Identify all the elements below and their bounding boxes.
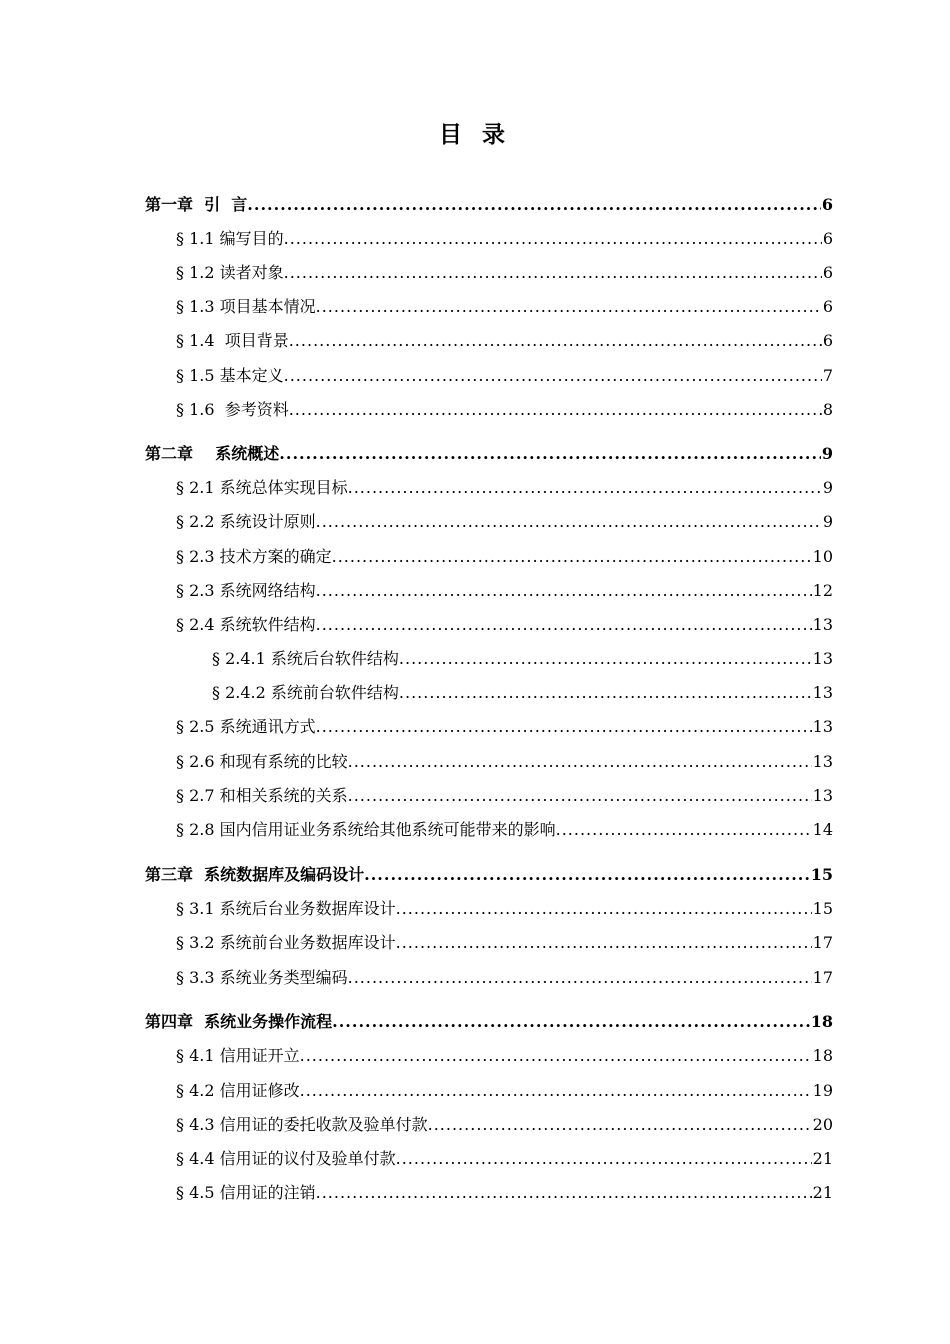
toc-dot-leader — [284, 227, 822, 251]
toc-entry-label: § 4.1 信用证开立 — [176, 1046, 300, 1065]
toc-dot-leader — [348, 750, 812, 774]
toc-section-entry[interactable] — [176, 897, 833, 921]
toc-section-entry[interactable] — [176, 750, 833, 774]
toc-page-number: 9 — [822, 478, 833, 497]
toc-chapter-entry[interactable] — [145, 442, 833, 466]
toc-page-number: 9 — [821, 444, 833, 463]
toc-dot-leader — [247, 193, 821, 217]
page-title: 目 录 — [438, 122, 511, 148]
toc-dot-leader — [300, 1044, 812, 1068]
toc-entry-label: § 2.3 技术方案的确定 — [176, 547, 332, 566]
toc-dot-leader — [396, 1147, 812, 1171]
toc-dot-leader — [284, 261, 822, 285]
toc-section-entry[interactable] — [176, 1113, 833, 1137]
toc-entry-label: § 1.3 项目基本情况 — [176, 297, 316, 316]
toc-entry-label: § 1.6 参考资料 — [176, 400, 289, 419]
toc-page-number: 9 — [822, 512, 833, 531]
toc-page-number: 18 — [812, 1046, 833, 1065]
toc-entry-label: § 2.5 系统通讯方式 — [176, 717, 316, 736]
toc-chapter-entry[interactable] — [145, 1010, 833, 1034]
toc-chapter-entry[interactable] — [145, 863, 833, 887]
toc-page-number: 6 — [822, 263, 833, 282]
toc-page-number: 6 — [821, 195, 833, 214]
toc-entry-label: § 3.3 系统业务类型编码 — [176, 968, 348, 987]
toc-section-entry[interactable] — [176, 364, 833, 388]
toc-page-number: 6 — [822, 229, 833, 248]
toc-dot-leader — [428, 1113, 812, 1137]
toc-entry-label: § 1.1 编写目的 — [176, 229, 284, 248]
toc-section-entry[interactable] — [176, 295, 833, 319]
toc-entry-label: § 3.1 系统后台业务数据库设计 — [176, 899, 396, 918]
toc-section-entry[interactable] — [176, 476, 833, 500]
toc-entry-label: § 2.2 系统设计原则 — [176, 512, 316, 531]
toc-entry-label: § 4.2 信用证修改 — [176, 1081, 300, 1100]
toc-entry-label: 第三章 系统数据库及编码设计 — [145, 865, 365, 884]
toc-section-entry[interactable] — [212, 681, 833, 705]
toc-section-entry[interactable] — [176, 261, 833, 285]
toc-section-entry[interactable] — [176, 613, 833, 637]
toc-section-entry[interactable] — [176, 329, 833, 353]
toc-dot-leader — [396, 897, 812, 921]
toc-entry-label: § 1.2 读者对象 — [176, 263, 284, 282]
toc-page-number: 19 — [812, 1081, 833, 1100]
toc-entry-label: § 1.5 基本定义 — [176, 366, 284, 385]
toc-page-number: 15 — [810, 865, 833, 884]
toc-entry-label: § 2.4.2 系统前台软件结构 — [212, 683, 399, 702]
toc-dot-leader — [316, 510, 822, 534]
toc-section-entry[interactable] — [176, 579, 833, 603]
toc-entry-label: § 4.3 信用证的委托收款及验单付款 — [176, 1115, 428, 1134]
toc-entry-label: 第四章 系统业务操作流程 — [145, 1012, 333, 1031]
toc-dot-leader — [316, 579, 812, 603]
toc-entry-label: § 2.8 国内信用证业务系统给其他系统可能带来的影响 — [176, 820, 556, 839]
toc-page-number: 15 — [812, 899, 833, 918]
toc-section-entry[interactable] — [176, 1181, 833, 1205]
toc-page-number: 18 — [810, 1012, 833, 1031]
toc-dot-leader — [348, 784, 812, 808]
toc-section-entry[interactable] — [212, 647, 833, 671]
toc-dot-leader — [399, 647, 812, 671]
toc-section-entry[interactable] — [176, 510, 833, 534]
toc-dot-leader — [332, 1010, 810, 1034]
toc-page-number: 10 — [812, 547, 833, 566]
toc-dot-leader — [279, 442, 821, 466]
toc-page-number: 13 — [812, 752, 833, 771]
toc-dot-leader — [348, 476, 822, 500]
toc-dot-leader — [399, 681, 812, 705]
toc-page-number: 13 — [812, 649, 833, 668]
toc-entry-label: § 4.5 信用证的注销 — [176, 1183, 316, 1202]
toc-page-number: 21 — [812, 1183, 833, 1202]
toc-page-number: 20 — [812, 1115, 833, 1134]
toc-page-number: 14 — [812, 820, 833, 839]
toc-entry-label: § 2.6 和现有系统的比较 — [176, 752, 348, 771]
toc-page-number: 6 — [822, 297, 833, 316]
toc-section-entry[interactable] — [176, 227, 833, 251]
toc-dot-leader — [396, 931, 812, 955]
toc-dot-leader — [556, 818, 812, 842]
toc-dot-leader — [332, 545, 812, 569]
toc-dot-leader — [316, 1181, 812, 1205]
toc-entry-label: § 2.3 系统网络结构 — [176, 581, 316, 600]
toc-chapter-entry[interactable] — [145, 193, 833, 217]
toc-section-entry[interactable] — [176, 818, 833, 842]
toc-section-entry[interactable] — [176, 398, 833, 422]
toc-page-number: 7 — [822, 366, 833, 385]
toc-dot-leader — [289, 329, 822, 353]
toc-page-number: 8 — [822, 400, 833, 419]
toc-section-entry[interactable] — [176, 1147, 833, 1171]
toc-dot-leader — [300, 1079, 812, 1103]
toc-section-entry[interactable] — [176, 966, 833, 990]
toc-section-entry[interactable] — [176, 715, 833, 739]
toc-dot-leader — [364, 863, 810, 887]
toc-entry-label: 第二章 系统概述 — [145, 444, 280, 463]
toc-section-entry[interactable] — [176, 1079, 833, 1103]
toc-entry-label: § 2.1 系统总体实现目标 — [176, 478, 348, 497]
toc-page-number: 17 — [812, 933, 833, 952]
toc-entry-label: § 3.2 系统前台业务数据库设计 — [176, 933, 396, 952]
toc-section-entry[interactable] — [176, 784, 833, 808]
toc-dot-leader — [289, 398, 822, 422]
toc-dot-leader — [316, 295, 822, 319]
toc-section-entry[interactable] — [176, 1044, 833, 1068]
toc-page-number: 12 — [812, 581, 833, 600]
toc-page-number: 13 — [812, 786, 833, 805]
toc-page-number: 13 — [812, 615, 833, 634]
toc-entry-label: § 1.4 项目背景 — [176, 331, 289, 350]
toc-page-number: 17 — [812, 968, 833, 987]
toc-page-number: 21 — [812, 1149, 833, 1168]
toc-dot-leader — [316, 715, 812, 739]
toc-dot-leader — [348, 966, 812, 990]
toc-dot-leader — [316, 613, 812, 637]
toc-entry-label: § 2.4.1 系统后台软件结构 — [212, 649, 399, 668]
toc-entry-label: 第一章 引 言 — [145, 195, 248, 214]
toc-page-number: 6 — [822, 331, 833, 350]
toc-dot-leader — [284, 364, 822, 388]
toc-page-number: 13 — [812, 717, 833, 736]
toc-section-entry[interactable] — [176, 545, 833, 569]
toc-entry-label: § 2.7 和相关系统的关系 — [176, 786, 348, 805]
toc-page-number: 13 — [812, 683, 833, 702]
toc-entry-label: § 2.4 系统软件结构 — [176, 615, 316, 634]
toc-entry-label: § 4.4 信用证的议付及验单付款 — [176, 1149, 396, 1168]
toc-section-entry[interactable] — [176, 931, 833, 955]
